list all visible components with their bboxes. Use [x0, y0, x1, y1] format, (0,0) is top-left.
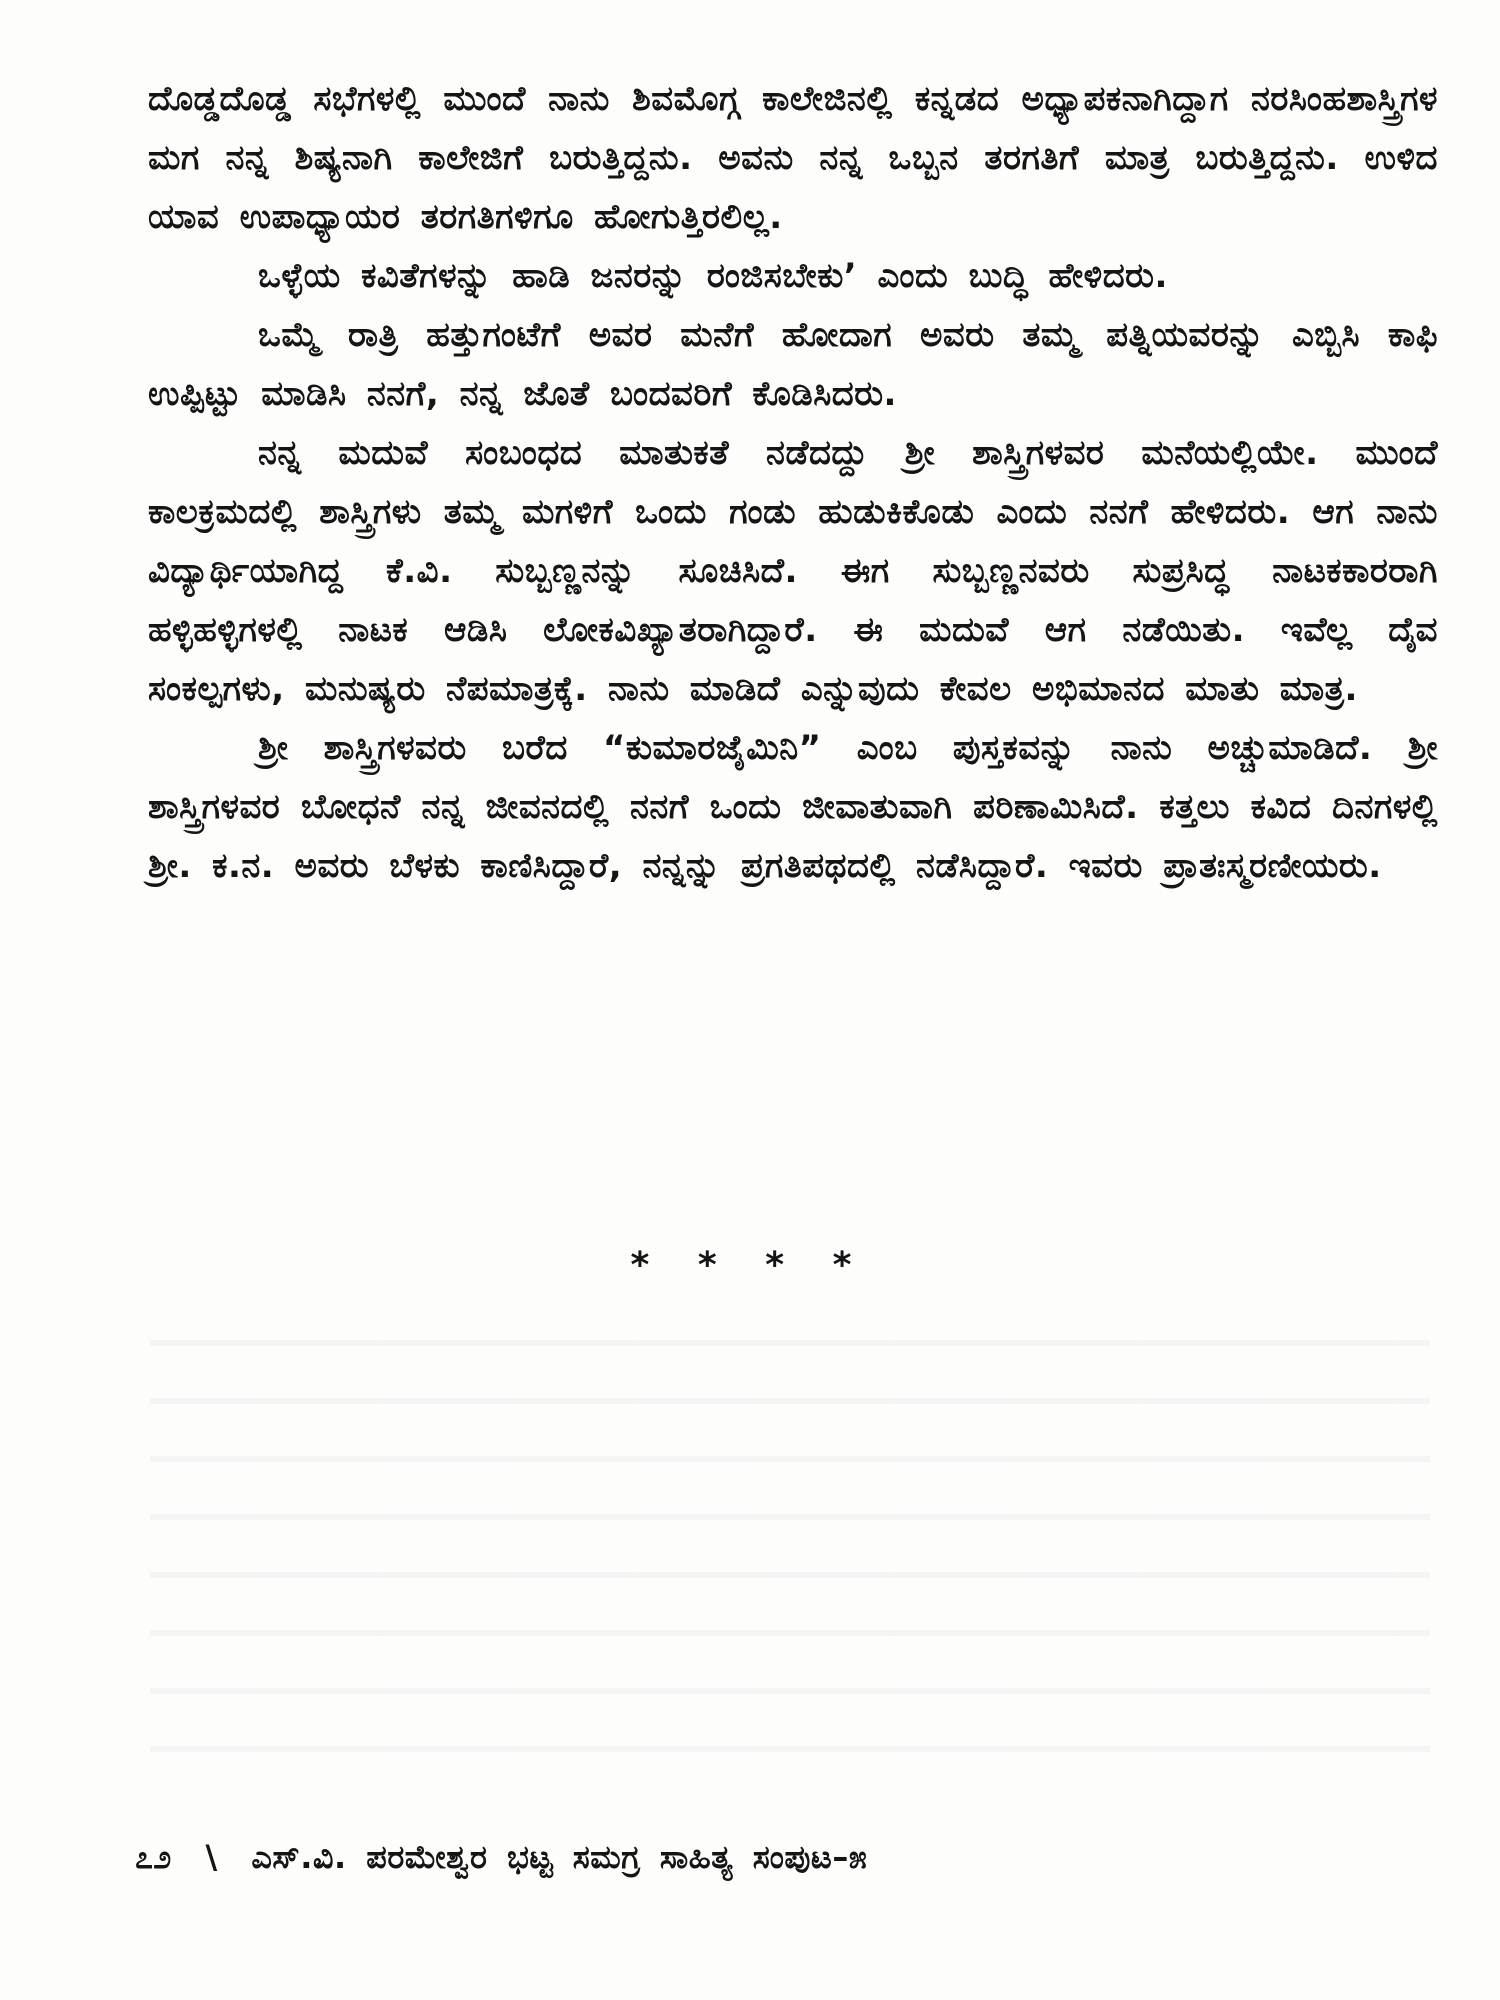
paragraph-1: ದೊಡ್ಡದೊಡ್ಡ ಸಭೆಗಳಲ್ಲಿ ಮುಂದೆ ನಾನು ಶಿವಮೊಗ್ಗ ಕಾಲೇಜಿನಲ್ಲಿ ಕನ್ನಡದ ಅಧ್ಯಾಪಕನಾಗಿದ್ದಾಗ ನರಸಿಂಹಶಾಸ್ತ್ರಿಗಳ ಮಗ ನನ್ನ ಶಿಷ್ಯನಾಗಿ ಕಾಲೇಜಿಗೆ ಬರುತ್ತಿದ್ದನು. ಅವನು ನನ್ನ ಒಬ್ಬನ ತರಗತಿಗೆ ಮಾತ್ರ ಬರುತ್ತಿದ್ದನು. ಉಳಿದ ಯಾವ ಉಪಾಧ್ಯಾಯರ ತರಗತಿಗಳಿಗೂ ಹೋಗುತ್ತಿರಲಿಲ್ಲ.: [148, 79, 1438, 237]
paragraph-3: ಒಮ್ಮೆ ರಾತ್ರಿ ಹತ್ತುಗಂಟೆಗೆ ಅವರ ಮನೆಗೆ ಹೋದಾಗ ಅವರು ತಮ್ಮ ಪತ್ನಿಯವರನ್ನು ಎಬ್ಬಿಸಿ ಕಾಫಿ ಉಪ್ಪಿಟ್ಟು ಮಾಡಿಸಿ ನನಗೆ, ನನ್ನ ಜೊತೆ ಬಂದವರಿಗೆ ಕೊಡಿಸಿದರು.: [148, 315, 1438, 414]
footer-divider: \: [205, 1838, 218, 1876]
page-footer: [135, 1838, 867, 1877]
paragraph-5: ಶ್ರೀ ಶಾಸ್ತ್ರಿಗಳವರು ಬರೆದ “ಕುಮಾರಜೈಮಿನಿ” ಎಂಬ ಪುಸ್ತಕವನ್ನು ನಾನು ಅಚ್ಚುಮಾಡಿದೆ. ಶ್ರೀ ಶಾಸ್ತ್ರಿಗಳವರ ಬೋಧನೆ ನನ್ನ ಜೀವನದಲ್ಲಿ ನನಗೆ ಒಂದು ಜೀವಾತುವಾಗಿ ಪರಿಣಾಮಿಸಿದೆ. ಕತ್ತಲು ಕವಿದ ದಿನಗಳಲ್ಲಿ ಶ್ರೀ. ಕ.ನ. ಅವರು ಬೆಳಕು ಕಾಣಿಸಿದ್ದಾರೆ, ನನ್ನನ್ನು ಪ್ರಗತಿಪಥದಲ್ಲಿ ನಡೆಸಿದ್ದಾರೆ. ಇವರು ಪ್ರಾತಃಸ್ಮರಣೀಯರು.: [148, 728, 1438, 886]
paragraph-2: ಒಳ್ಳೆಯ ಕವಿತೆಗಳನ್ನು ಹಾಡಿ ಜನರನ್ನು ರಂಜಿಸಬೇಕು’ ಎಂದು ಬುದ್ಧಿ ಹೇಳಿದರು.: [258, 256, 1168, 296]
page-number: ೭೨: [135, 1838, 172, 1876]
body-text: [148, 70, 1438, 896]
paragraph-4: ನನ್ನ ಮದುವೆ ಸಂಬಂಧದ ಮಾತುಕತೆ ನಡೆದದ್ದು ಶ್ರೀ ಶಾಸ್ತ್ರಿಗಳವರ ಮನೆಯಲ್ಲಿಯೇ. ಮುಂದೆ ಕಾಲಕ್ರಮದಲ್ಲಿ ಶಾಸ್ತ್ರಿಗಳು ತಮ್ಮ ಮಗಳಿಗೆ ಒಂದು ಗಂಡು ಹುಡುಕಿಕೊಡು ಎಂದು ನನಗೆ ಹೇಳಿದರು. ಆಗ ನಾನು ವಿದ್ಯಾರ್ಥಿಯಾಗಿದ್ದ ಕೆ.ವಿ. ಸುಬ್ಬಣ್ಣನನ್ನು ಸೂಚಿಸಿದೆ. ಈಗ ಸುಬ್ಬಣ್ಣನವರು ಸುಪ್ರಸಿದ್ಧ ನಾಟಕಕಾರರಾಗಿ ಹಳ್ಳಿಹಳ್ಳಿಗಳಲ್ಲಿ ನಾಟಕ ಆಡಿಸಿ ಲೋಕವಿಖ್ಯಾತರಾಗಿದ್ದಾರೆ. ಈ ಮದುವೆ ಆಗ ನಡೆಯಿತು. ಇವೆಲ್ಲ ದೈವ ಸಂಕಲ್ಪಗಳು, ಮನುಷ್ಯರು ನೆಪಮಾತ್ರಕ್ಕೆ. ನಾನು ಮಾಡಿದೆ ಎನ್ನುವುದು ಕೇವಲ ಅಭಿಮಾನದ ಮಾತು ಮಾತ್ರ.: [148, 433, 1438, 709]
section-separator: * * * *: [630, 1245, 870, 1286]
bleed-through-texture: [150, 1300, 1430, 1780]
book-title: ಎಸ್.ವಿ. ಪರಮೇಶ್ವರ ಭಟ್ಟ ಸಮಗ್ರ ಸಾಹಿತ್ಯ ಸಂಪುಟ–೫: [251, 1838, 868, 1876]
